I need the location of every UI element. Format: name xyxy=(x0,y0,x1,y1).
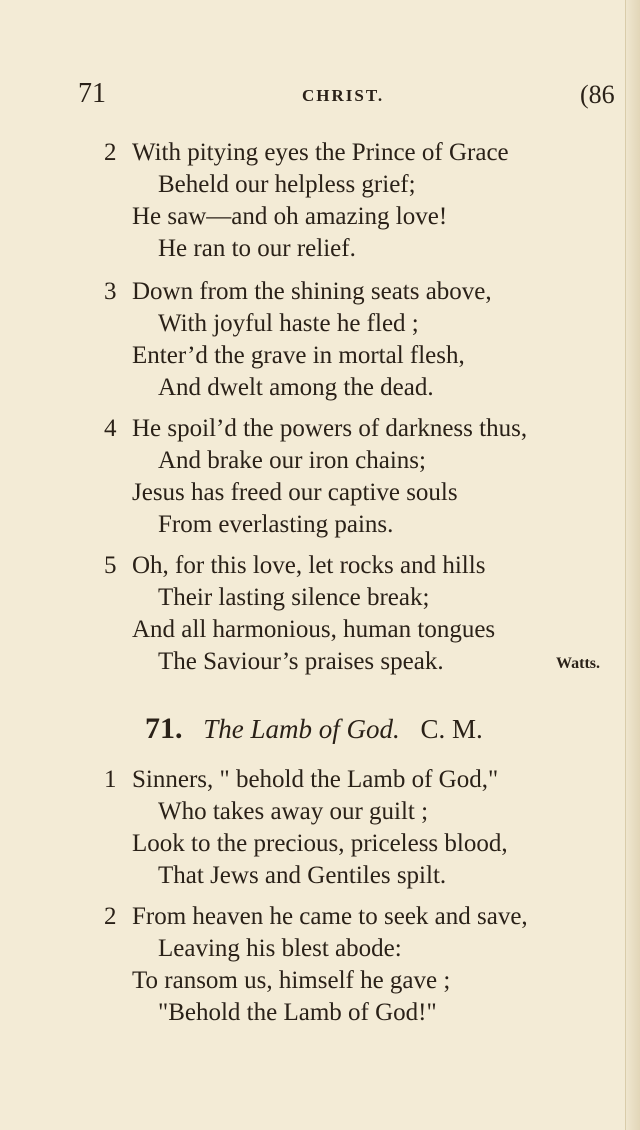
stanza-number: 1 xyxy=(104,766,117,793)
hymn-name: The Lamb of God. xyxy=(203,714,400,744)
stanza-number: 2 xyxy=(104,139,117,166)
verse-line: Their lasting silence break; xyxy=(158,584,430,611)
verse-line: And brake our iron chains; xyxy=(158,447,426,474)
verse-line: And dwelt among the dead. xyxy=(158,374,434,401)
verse-line: Leaving his blest abode: xyxy=(158,935,402,962)
stanza-number: 2 xyxy=(104,903,117,930)
verse-line: He saw—and oh amazing love! xyxy=(132,203,448,230)
verse-line: To ransom us, himself he gave ; xyxy=(132,967,451,994)
verse-line: Look to the precious, priceless blood, xyxy=(132,830,508,857)
verse-line: Sinners, " behold the Lamb of God," xyxy=(132,766,499,793)
verse-line: And all harmonious, human tongues xyxy=(132,616,496,643)
verse-line: From everlasting pains. xyxy=(158,511,394,538)
verse-line: With pitying eyes the Prince of Grace xyxy=(132,139,509,166)
hymn-meter: C. M. xyxy=(420,714,483,744)
verse-line: Jesus has freed our captive souls xyxy=(132,479,458,506)
page-edge xyxy=(625,0,640,1130)
hymn-title xyxy=(145,712,483,746)
page-header xyxy=(0,78,640,114)
verse-line: He ran to our relief. xyxy=(158,235,356,262)
verse-line: Who takes away our guilt ; xyxy=(158,798,429,825)
hymn-number: 71. xyxy=(145,712,183,745)
verse-line: "Behold the Lamb of God!" xyxy=(158,999,437,1026)
verse-line: Beheld our helpless grief; xyxy=(158,171,416,198)
attribution: Watts. xyxy=(556,655,600,672)
verse-line: Oh, for this love, let rocks and hills xyxy=(132,552,486,579)
verse-line: Down from the shining seats above, xyxy=(132,278,492,305)
right-page-number: (86 xyxy=(580,80,615,109)
verse-line: From heaven he came to seek and save, xyxy=(132,903,528,930)
verse-line: That Jews and Gentiles spilt. xyxy=(158,862,447,889)
verse-line: Enter’d the grave in mortal flesh, xyxy=(132,342,465,369)
verse-line: The Saviour’s praises speak. xyxy=(158,648,444,675)
verse-line: He spoil’d the powers of darkness thus, xyxy=(132,415,528,442)
stanza-number: 5 xyxy=(104,552,117,579)
page-number: 71 xyxy=(78,78,106,109)
running-title: CHRIST. xyxy=(302,86,385,105)
stanza-number: 4 xyxy=(104,415,117,442)
verse-line: With joyful haste he fled ; xyxy=(158,310,419,337)
stanza-number: 3 xyxy=(104,278,117,305)
